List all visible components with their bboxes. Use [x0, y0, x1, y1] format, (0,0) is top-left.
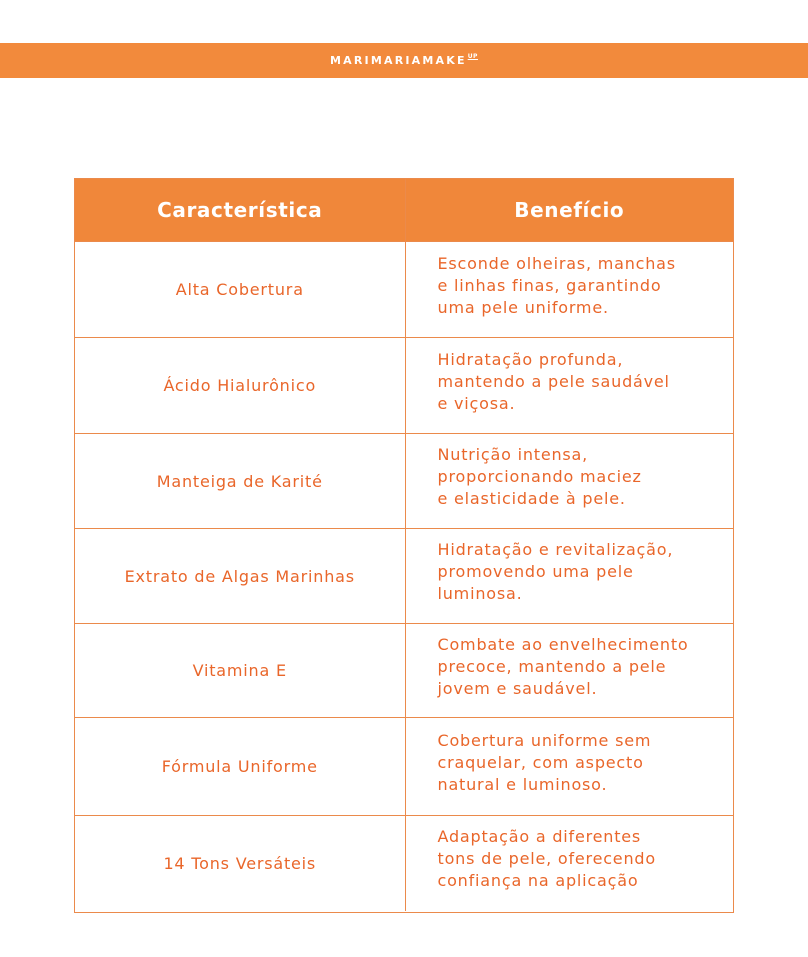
benefit-cell [405, 434, 733, 529]
table-row [75, 338, 733, 434]
brand-superscript: UP [467, 53, 478, 60]
benefit-line: uma pele uniforme. [437, 297, 609, 317]
feature-cell: 14 Tons Versáteis [75, 816, 405, 911]
brand-name: MARIMARIAMAKE [330, 54, 467, 67]
feature-cell: Alta Cobertura [75, 242, 405, 338]
feature-cell: Vitamina E [75, 624, 405, 718]
table-row [75, 434, 733, 529]
benefit-line: tons de pele, oferecendo [437, 849, 656, 869]
benefit-line: proporcionando maciez [437, 467, 642, 486]
benefit-line: jovem e saudável. [437, 678, 598, 698]
benefit-cell [405, 338, 733, 434]
comparison-table [74, 178, 734, 913]
feature-cell: Ácido Hialurônico [75, 338, 405, 434]
benefit-line: e elasticidade à pele. [437, 489, 626, 508]
benefit-line: Hidratação profunda, [437, 349, 624, 369]
benefit-cell [405, 242, 733, 338]
feature-cell: Fórmula Uniforme [75, 718, 405, 816]
benefit-line: mantendo a pele saudável [437, 371, 670, 391]
table-row [75, 816, 733, 911]
brand-logo [330, 55, 478, 66]
table-row [75, 624, 733, 718]
benefit-cell [405, 624, 733, 718]
benefit-line: promovendo uma pele [437, 562, 634, 581]
header-feature: Característica [75, 179, 405, 242]
benefit-line: luminosa. [437, 584, 523, 603]
benefit-line: Cobertura uniforme sem [437, 730, 652, 750]
benefit-cell [405, 718, 733, 816]
benefit-line: Nutrição intensa, [437, 445, 589, 464]
benefit-line: e viçosa. [437, 393, 516, 413]
benefit-line: Esconde olheiras, manchas [437, 253, 676, 273]
benefit-line: confiança na aplicação [437, 871, 639, 891]
benefit-cell [405, 816, 733, 911]
benefit-cell [405, 529, 733, 624]
benefit-line: precoce, mantendo a pele [437, 656, 667, 676]
feature-cell: Extrato de Algas Marinhas [75, 529, 405, 624]
header-benefit: Benefício [405, 179, 733, 242]
benefit-line: Combate ao envelhecimento [437, 634, 689, 654]
brand-bar [0, 43, 808, 78]
table-header-row [75, 179, 733, 242]
benefit-line: e linhas finas, garantindo [437, 275, 662, 295]
table-row [75, 242, 733, 338]
benefit-line: Hidratação e revitalização, [437, 540, 674, 559]
benefit-line: Adaptação a diferentes [437, 827, 642, 847]
table-row [75, 718, 733, 816]
feature-cell: Manteiga de Karité [75, 434, 405, 529]
benefit-line: craquelar, com aspecto [437, 752, 644, 772]
table-row [75, 529, 733, 624]
benefit-line: natural e luminoso. [437, 774, 608, 794]
